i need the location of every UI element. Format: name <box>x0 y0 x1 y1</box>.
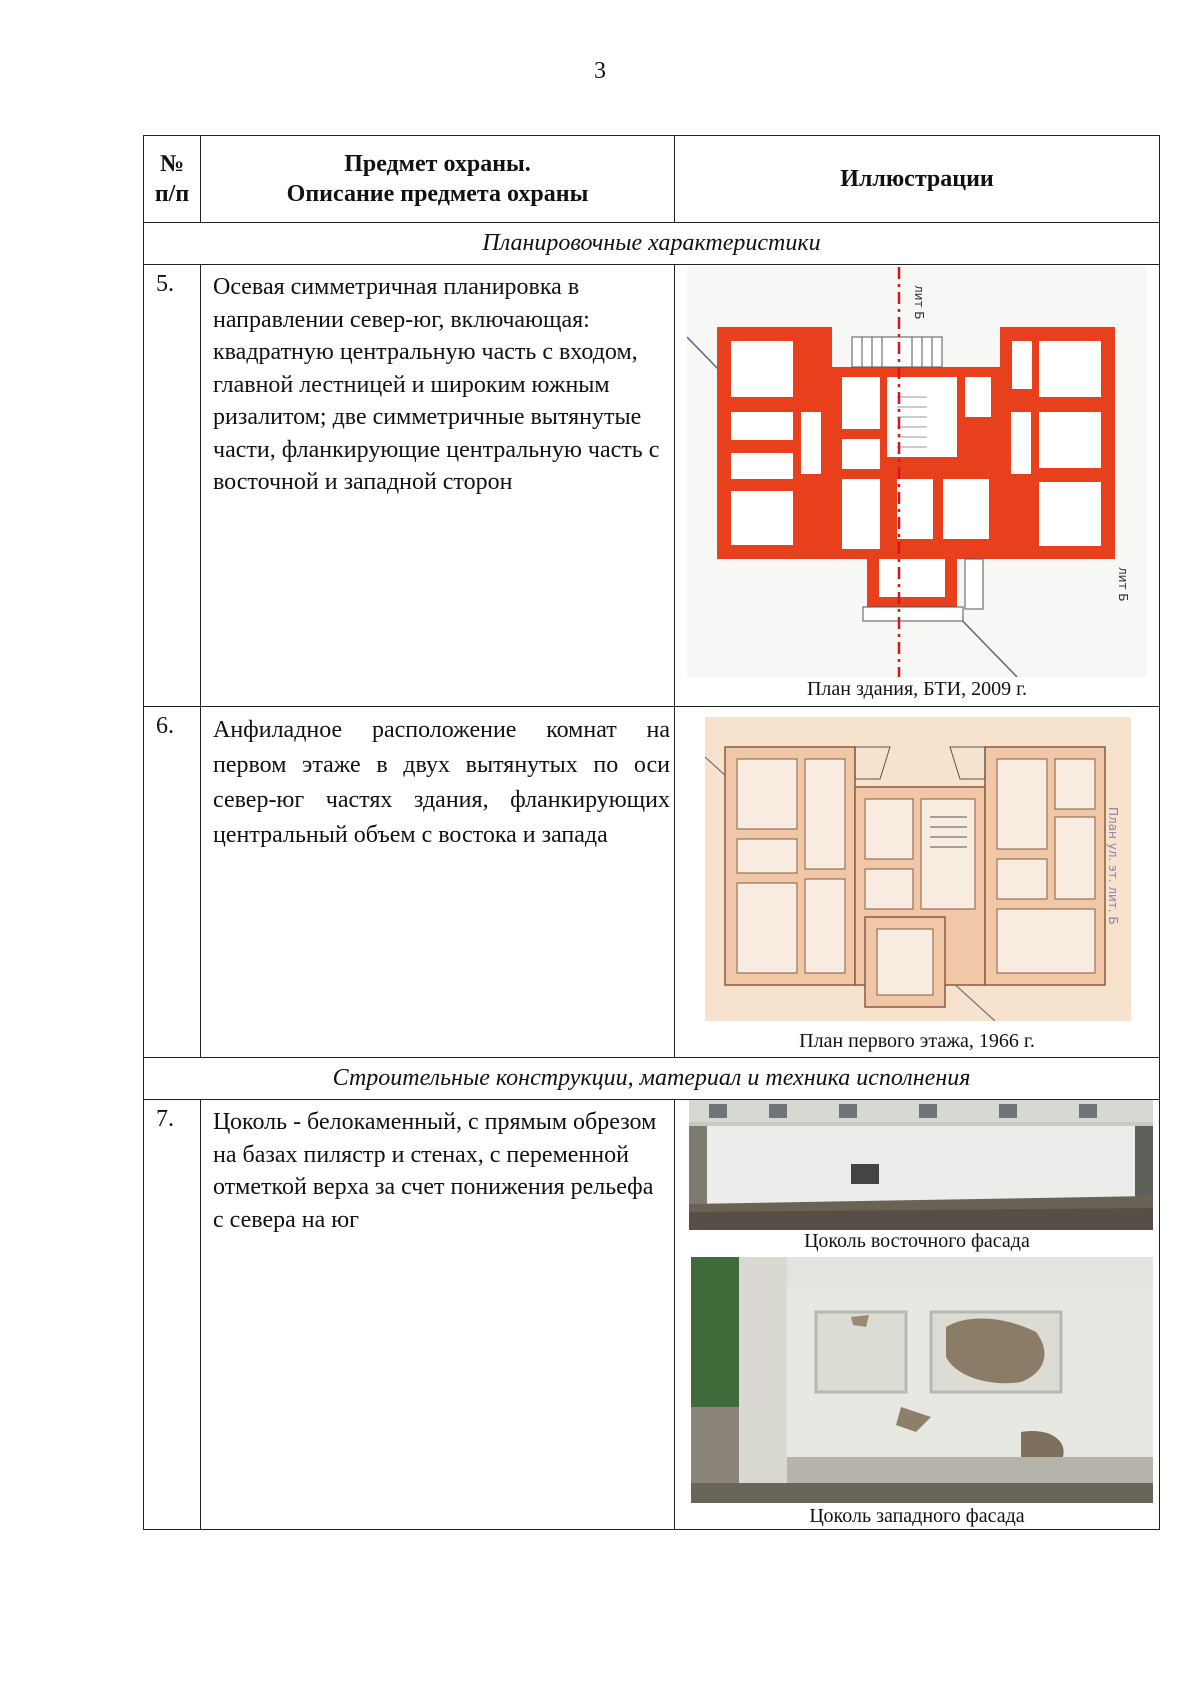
east-facade-plinth-photo <box>689 1100 1153 1230</box>
illustration-caption: План первого этажа, 1966 г. <box>799 1030 1035 1052</box>
section-title: Планировочные характеристики <box>144 223 1160 265</box>
table-row <box>144 265 1160 707</box>
table-row <box>144 1100 1160 1530</box>
plan-label-top: лит Б <box>912 285 926 320</box>
plan-label-right: лит Б <box>1116 567 1130 602</box>
header-subject: Предмет охраны. Описание предмета охраны <box>201 136 675 223</box>
bti-floor-plan-image <box>687 267 1147 677</box>
section-title: Строительные конструкции, материал и техника исполнения <box>144 1058 1160 1100</box>
header-illustrations: Иллюстрации <box>675 136 1160 223</box>
page-number: 3 <box>594 58 606 84</box>
illustration-caption: План здания, БТИ, 2009 г. <box>806 678 1028 700</box>
table-header-row <box>144 136 1160 223</box>
plan-side-label: План ул. эт. лит. Б <box>1106 807 1120 925</box>
row-description: Осевая симметричная планировка в направлении север-юг, включающая: квадратную центральную часть с входом, главной лестницей и широким южным ризалитом; две симметричные вытянутые части, фланкирующие центральную часть с восточной и западной сторон <box>201 265 675 707</box>
illustration-caption: Цоколь восточного фасада <box>804 1230 1030 1252</box>
illustration-cell <box>675 265 1160 707</box>
section-row-construction <box>144 1058 1160 1100</box>
west-facade-plinth-photo <box>691 1257 1153 1503</box>
illustration-cell <box>675 1100 1160 1530</box>
row-number: 7. <box>144 1100 201 1530</box>
row-description: Цоколь - белокаменный, с прямым обрезом на базах пилястр и стенах, с переменной отметкой верха за счет понижения рельефа с севера на юг <box>201 1100 675 1530</box>
section-row-planning <box>144 223 1160 265</box>
table-row <box>144 707 1160 1058</box>
floor-plan-1966-image <box>705 717 1131 1021</box>
illustration-caption: Цоколь западного фасада <box>809 1505 1025 1527</box>
row-number: 5. <box>144 265 201 707</box>
protection-subject-table <box>143 135 1160 1530</box>
illustration-cell <box>675 707 1160 1058</box>
row-description: Анфиладное расположение комнат на первом этаже в двух вытянутых по оси север-юг частях здания, фланкирующих центральный объем с востока и запада <box>201 707 675 1058</box>
header-number: № п/п <box>144 136 201 223</box>
row-number: 6. <box>144 707 201 1058</box>
